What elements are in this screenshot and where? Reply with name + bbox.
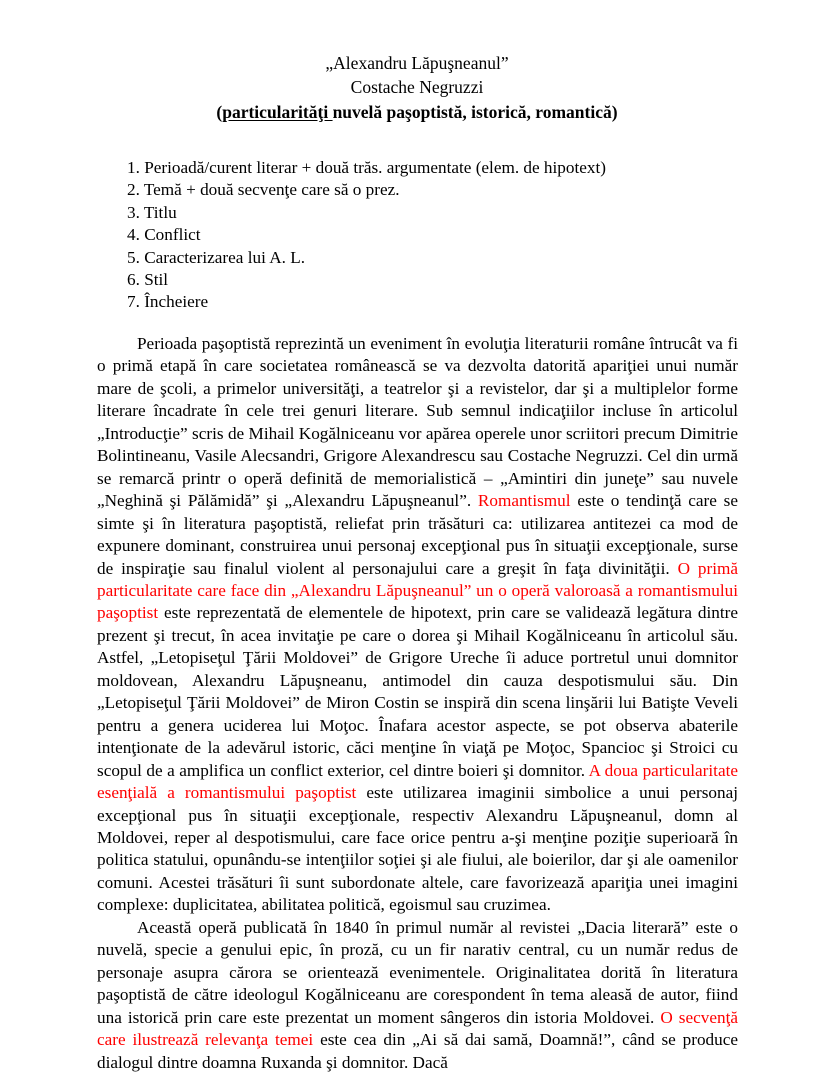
- subtitle-rest: nuvelă paşoptistă, istorică, romantică): [332, 102, 618, 122]
- subtitle-open-paren: (: [216, 102, 223, 122]
- list-item: 2. Temă + două secvenţe care să o prez.: [127, 180, 400, 200]
- document-title-author: Costache Negruzzi: [350, 76, 484, 97]
- document-subtitle: [97, 101, 737, 125]
- list-item: 5. Caracterizarea lui A. L.: [127, 247, 305, 267]
- body-paragraph: [97, 333, 738, 917]
- text-run: este utilizarea imaginii simbolice a unui personaj excepţional pus în situaţii excepţionale, respectiv Alexandru Lăpuşneanul, domn al Moldovei, reper al despotismului, care face orice pentru a-şi menţine poziţie superioară în politica statului, opunându-se intenţiilor soţiei şi ale fiului, ale boierilor, dar şi ale oamenilor comuni. Acestei trăsături îi sunt subordonate altele, care favorizează apariţia unei imagini complexe: duplicitatea, abilitatea politică, egoismul sau cruzimea.: [97, 783, 738, 915]
- list-item: 6. Stil: [127, 270, 169, 290]
- text-run: este o tendinţă care se simte şi în literatura paşoptistă, reliefat prin trăsături ca: utilizarea antitezei ca mod de expunere dominant, construirea unui personaj excepţional pus în situaţii excepţionale, surse de inspiraţie sau finalul violent al personajului care a greşit în faţa divinităţii.: [97, 491, 738, 578]
- list-item: 3. Titlu: [127, 202, 177, 222]
- document-body: [97, 333, 738, 1074]
- document-title-work: „Alexandru Lăpuşneanul”: [325, 53, 509, 73]
- text-run: este reprezentată de elementele de hipotext, prin care se validează legătura dintre prezent şi trecut, în acea invitaţie pe care o dorea şi Mihail Kogălniceanu în articolul său. Astfel, „Letopiseţul Ţării Moldovei” de Grigore Ureche îi aduce portretul unui domnitor moldovean, Alexandru Lăpuşneanu, antimodel din cauza despotismului său. Din „Letopiseţul Ţării Moldovei” de Miron Costin se inspiră din scena linşării lui Batişte Veveli pentru a genera uciderea lui Moţoc. Înafara acestor aspecte, se pot observa abaterile intenţionate de la adevărul istoric, căci menţine în viaţă pe Moţoc, Spancioc şi Stroici cu scopul de a amplifica un conflict exterior, cel dintre boieri şi domnitor.: [97, 603, 738, 780]
- list-item: 7. Încheiere: [127, 292, 209, 312]
- outline-list: [127, 157, 727, 314]
- text-run: Perioada paşoptistă reprezintă un eveniment în evoluţia literaturii române întrucât va fi o primă etapă în care societatea românească se va dezvolta datorită apariţiei unui număr mare de şcoli, a primelor universităţi, a teatrelor şi a revistelor, dar şi a multiplelor forme literare încadrate în cele trei genuri literare. Sub semnul indicaţiilor incluse în articolul „Introducţie” scris de Mihail Kogălniceanu vor apărea operele unor scriitori precum Dimitrie Bolintineanu, Vasile Alecsandri, Grigore Alexandrescu sau Costache Negruzzi. Cel din urmă se remarcă printr o operă definită de memorialistică – „Amintiri din juneţe” sau nuvele „Neghină şi Pălămidă” şi „Alexandru Lăpuşneanul”.: [97, 334, 738, 511]
- body-paragraph: [97, 917, 738, 1074]
- list-item: 1. Perioadă/curent literar + două trăs. argumentate (elem. de hipotext): [127, 158, 606, 177]
- subtitle-underlined-term: particularităţi: [222, 102, 333, 122]
- highlighted-text-run: A doua particularitate esenţială a romantismului paşoptist: [97, 760, 738, 803]
- text-run: Această operă publicată în 1840 în primul număr al revistei „Dacia literară” este o nuvelă, specie a genului epic, în proză, cu un fir narativ central, cu un număr redus de personaje asupra cărora se orientează evenimentele. Originalitatea dorită în literatura paşoptistă de către ideologul Kogălniceanu are corespondent în tema aleasă de autor, fiind una istorică prin care este prezentat un moment sângeros din istoria Moldovei.: [97, 917, 738, 1027]
- document-title-block: [97, 52, 737, 125]
- highlighted-text-run: O primă particularitate care face din „Alexandru Lăpuşneanul” un o operă valoroasă a romantismului paşoptist: [97, 558, 738, 623]
- list-item: 4. Conflict: [127, 225, 201, 245]
- highlighted-text-run: O secvenţă care ilustrează relevanţa temei: [97, 1007, 738, 1050]
- highlighted-text-run: Romantismul: [477, 491, 571, 511]
- text-run: este cea din „Ai să dai samă, Doamnă!”, când se produce dialogul dintre doamna Ruxanda şi domnitor. Dacă: [97, 1030, 738, 1072]
